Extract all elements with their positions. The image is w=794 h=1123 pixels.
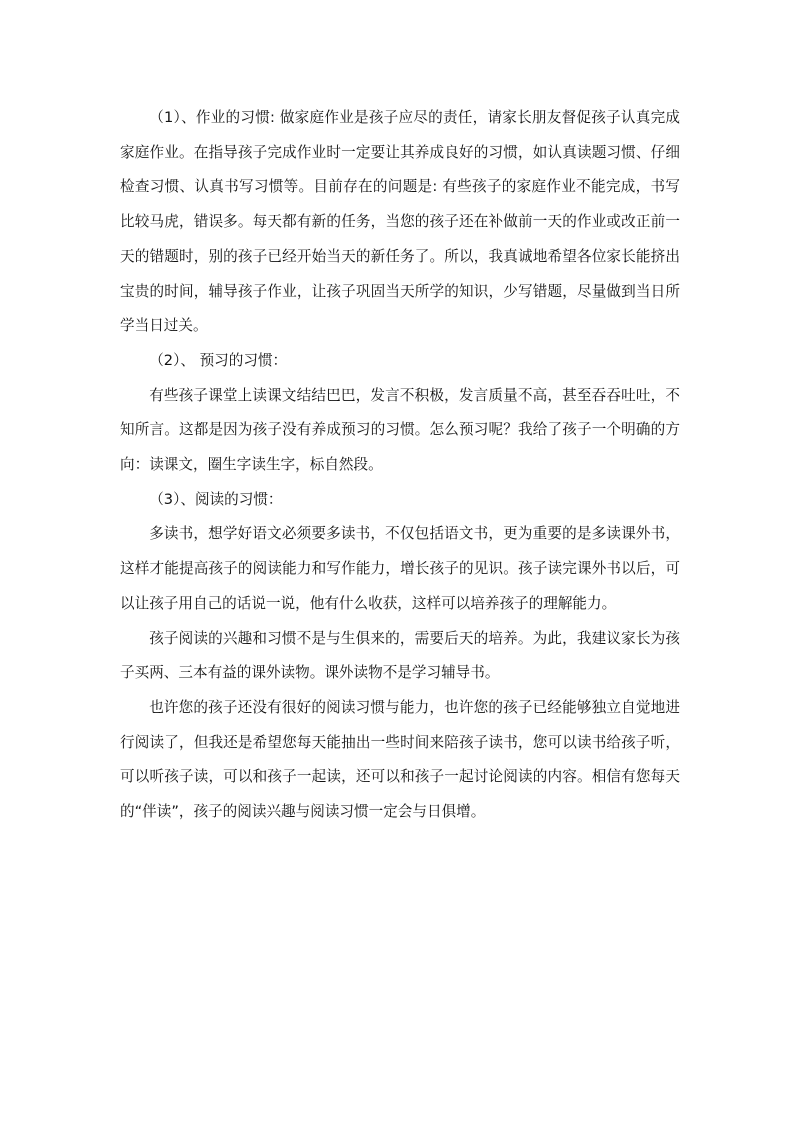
paragraph-reading-interest: 孩子阅读的兴趣和习惯不是与生俱来的，需要后天的培养。为此，我建议家长为孩子买两、三本有益的课外读物。课外读物不是学习辅导书。	[120, 629, 680, 682]
paragraph-companion-reading: 也许您的孩子还没有很好的阅读习惯与能力，也许您的孩子已经能够独立自觉地进行阅读了，但我还是希望您每天能抽出一些时间来陪孩子读书，您可以读书给孩子听，可以听孩子读，可以和孩子一起读，还可以和孩子一起讨论阅读的内容。相信有您每天的“伴读”，孩子的阅读兴趣与阅读习惯一定会与日俱增。	[120, 698, 680, 821]
paragraph-homework-habit: （1）、作业的习惯: 做家庭作业是孩子应尽的责任，请家长朋友督促孩子认真完成家庭作业。在指导孩子完成作业时一定要让其养成良好的习惯，如认真读题习惯、仔细检查习惯、认真书写习惯等。目前存在的问题是: 有些孩子的家庭作业不能完成，书写比较马虎，错误多。每天都有新的任务，当您的孩子还在补做前一天的作业或改正前一天的错题时，别的孩子已经开始当天的新任务了。所以，我真诚地希望各位家长能挤出宝贵的时间，辅导孩子作业，让孩子巩固当天所学的知识，少写错题，尽量做到当日所学当日过关。	[120, 109, 680, 335]
heading-preview-habit: （2）、 预习的习惯：	[149, 351, 288, 369]
paragraph-reading-more: 多读书，想学好语文必须要多读书，不仅包括语文书，更为重要的是多读课外书，这样才能提高孩子的阅读能力和写作能力，增长孩子的见识。孩子读完课外书以后，可以让孩子用自己的话说一说，他有什么收获，这样可以培养孩子的理解能力。	[120, 525, 680, 612]
document-body	[120, 101, 680, 830]
heading-reading-habit: （3）、阅读的习惯：	[149, 490, 283, 508]
paragraph-preview-habit: 有些孩子课堂上读课文结结巴巴，发言不积极，发言质量不高，甚至吞吞吐吐，不知所言。这都是因为孩子没有养成预习的习惯。怎么预习呢？我给了孩子一个明确的方向：读课文，圈生字读生字，标自然段。	[120, 386, 680, 474]
